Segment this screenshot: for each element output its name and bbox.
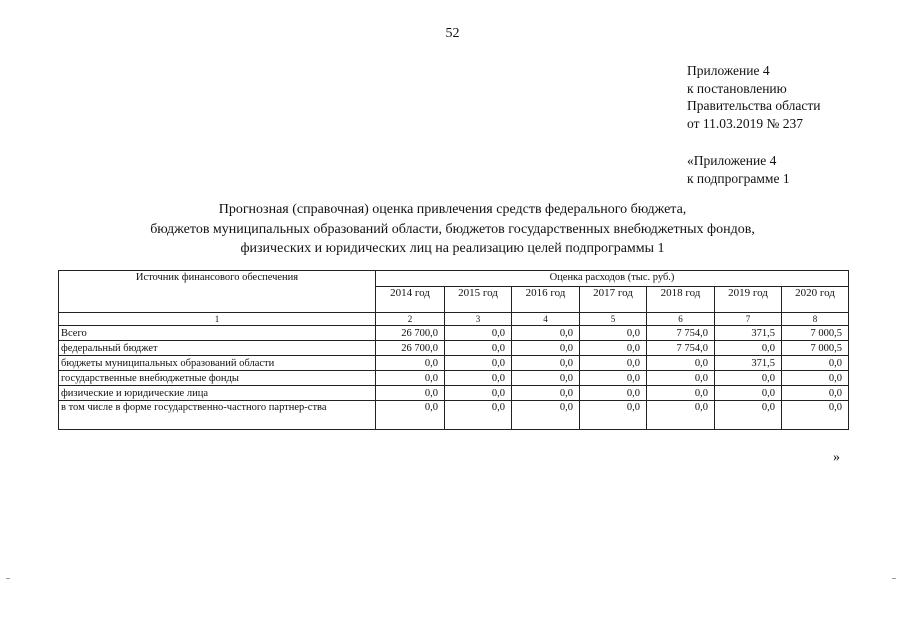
- cell-2018: 0,0: [647, 401, 715, 430]
- page-number: 52: [445, 26, 460, 41]
- cell-2016: 0,0: [512, 386, 580, 401]
- cell-2018: 0,0: [647, 356, 715, 371]
- year-header: 2016 год: [512, 287, 580, 313]
- cell-2017: 0,0: [580, 341, 647, 356]
- cell-2016: 0,0: [512, 371, 580, 386]
- table-row-ppp: [59, 401, 849, 430]
- cell-2014: 0,0: [376, 401, 445, 430]
- cell-2020: 7 000,5: [782, 341, 849, 356]
- cell-2014: 0,0: [376, 371, 445, 386]
- cell-2017: 0,0: [580, 356, 647, 371]
- appendix-line: «Приложение 4: [687, 153, 777, 168]
- row-label: в том числе в форме государственно-частного партнер-ства: [59, 401, 376, 430]
- column-number: 7: [715, 313, 782, 326]
- cell-2020: 0,0: [782, 371, 849, 386]
- table-row-extra-budgetary: [59, 371, 849, 386]
- cell-2019: 0,0: [715, 401, 782, 430]
- column-number: 5: [580, 313, 647, 326]
- cell-2018: 7 754,0: [647, 341, 715, 356]
- year-header: 2017 год: [580, 287, 647, 313]
- cell-2014: 26 700,0: [376, 326, 445, 341]
- estimate-header: Оценка расходов (тыс. руб.): [376, 271, 849, 287]
- scan-edge-mark-right: [892, 578, 896, 579]
- cell-2015: 0,0: [445, 341, 512, 356]
- cell-2017: 0,0: [580, 371, 647, 386]
- cell-2015: 0,0: [445, 371, 512, 386]
- row-label: государственные внебюджетные фонды: [59, 371, 376, 386]
- source-header: Источник финансового обеспечения: [59, 271, 376, 313]
- cell-2016: 0,0: [512, 341, 580, 356]
- column-number: 1: [59, 313, 376, 326]
- cell-2020: 7 000,5: [782, 326, 849, 341]
- title-line: бюджетов муниципальных образований области, бюджетов государственных внебюджетных фондов,: [150, 221, 755, 237]
- cell-2017: 0,0: [580, 386, 647, 401]
- appendix-line: к постановлению: [687, 80, 787, 96]
- column-number: 6: [647, 313, 715, 326]
- cell-2019: 0,0: [715, 386, 782, 401]
- cell-2020: 0,0: [782, 401, 849, 430]
- closing-quote: »: [833, 450, 840, 465]
- financing-table: [58, 270, 849, 430]
- appendix-line: Правительства области: [687, 98, 821, 113]
- cell-2016: 0,0: [512, 401, 580, 430]
- column-number: 8: [782, 313, 849, 326]
- year-header: 2020 год: [782, 287, 849, 313]
- cell-2016: 0,0: [512, 356, 580, 371]
- cell-2015: 0,0: [445, 401, 512, 430]
- table-row-total: [59, 326, 849, 341]
- cell-2019: 0,0: [715, 341, 782, 356]
- row-label: Всего: [59, 326, 376, 341]
- cell-2018: 0,0: [647, 371, 715, 386]
- scan-edge-mark-left: [6, 578, 10, 579]
- cell-2017: 0,0: [580, 401, 647, 430]
- table-row-municipal: [59, 356, 849, 371]
- table-row-federal: [59, 341, 849, 356]
- cell-2018: 7 754,0: [647, 326, 715, 341]
- cell-2015: 0,0: [445, 356, 512, 371]
- cell-2019: 0,0: [715, 371, 782, 386]
- year-header: 2015 год: [445, 287, 512, 313]
- appendix-block-2: [687, 152, 790, 187]
- year-header: 2018 год: [647, 287, 715, 313]
- row-label: физические и юридические лица: [59, 386, 376, 401]
- column-number: 2: [376, 313, 445, 326]
- column-number: 4: [512, 313, 580, 326]
- cell-2014: 0,0: [376, 356, 445, 371]
- appendix-line: к подпрограмме 1: [687, 170, 790, 186]
- document-title: [0, 200, 905, 259]
- cell-2020: 0,0: [782, 356, 849, 371]
- cell-2018: 0,0: [647, 386, 715, 401]
- cell-2017: 0,0: [580, 326, 647, 341]
- title-line: физических и юридических лиц на реализацию целей подпрограммы 1: [240, 241, 665, 256]
- cell-2015: 0,0: [445, 386, 512, 401]
- cell-2016: 0,0: [512, 326, 580, 341]
- row-label: федеральный бюджет: [59, 341, 376, 356]
- table-row-persons: [59, 386, 849, 401]
- cell-2019: 371,5: [715, 326, 782, 341]
- column-number: 3: [445, 313, 512, 326]
- row-label: бюджеты муниципальных образований области: [59, 356, 376, 371]
- appendix-line: Приложение 4: [687, 63, 770, 78]
- cell-2015: 0,0: [445, 326, 512, 341]
- cell-2020: 0,0: [782, 386, 849, 401]
- appendix-line: от 11.03.2019 № 237: [687, 115, 803, 131]
- cell-2019: 371,5: [715, 356, 782, 371]
- year-header: 2014 год: [376, 287, 445, 313]
- cell-2014: 0,0: [376, 386, 445, 401]
- appendix-block: [687, 62, 820, 132]
- cell-2014: 26 700,0: [376, 341, 445, 356]
- title-line: Прогнозная (справочная) оценка привлечения средств федерального бюджета,: [218, 202, 687, 217]
- year-header: 2019 год: [715, 287, 782, 313]
